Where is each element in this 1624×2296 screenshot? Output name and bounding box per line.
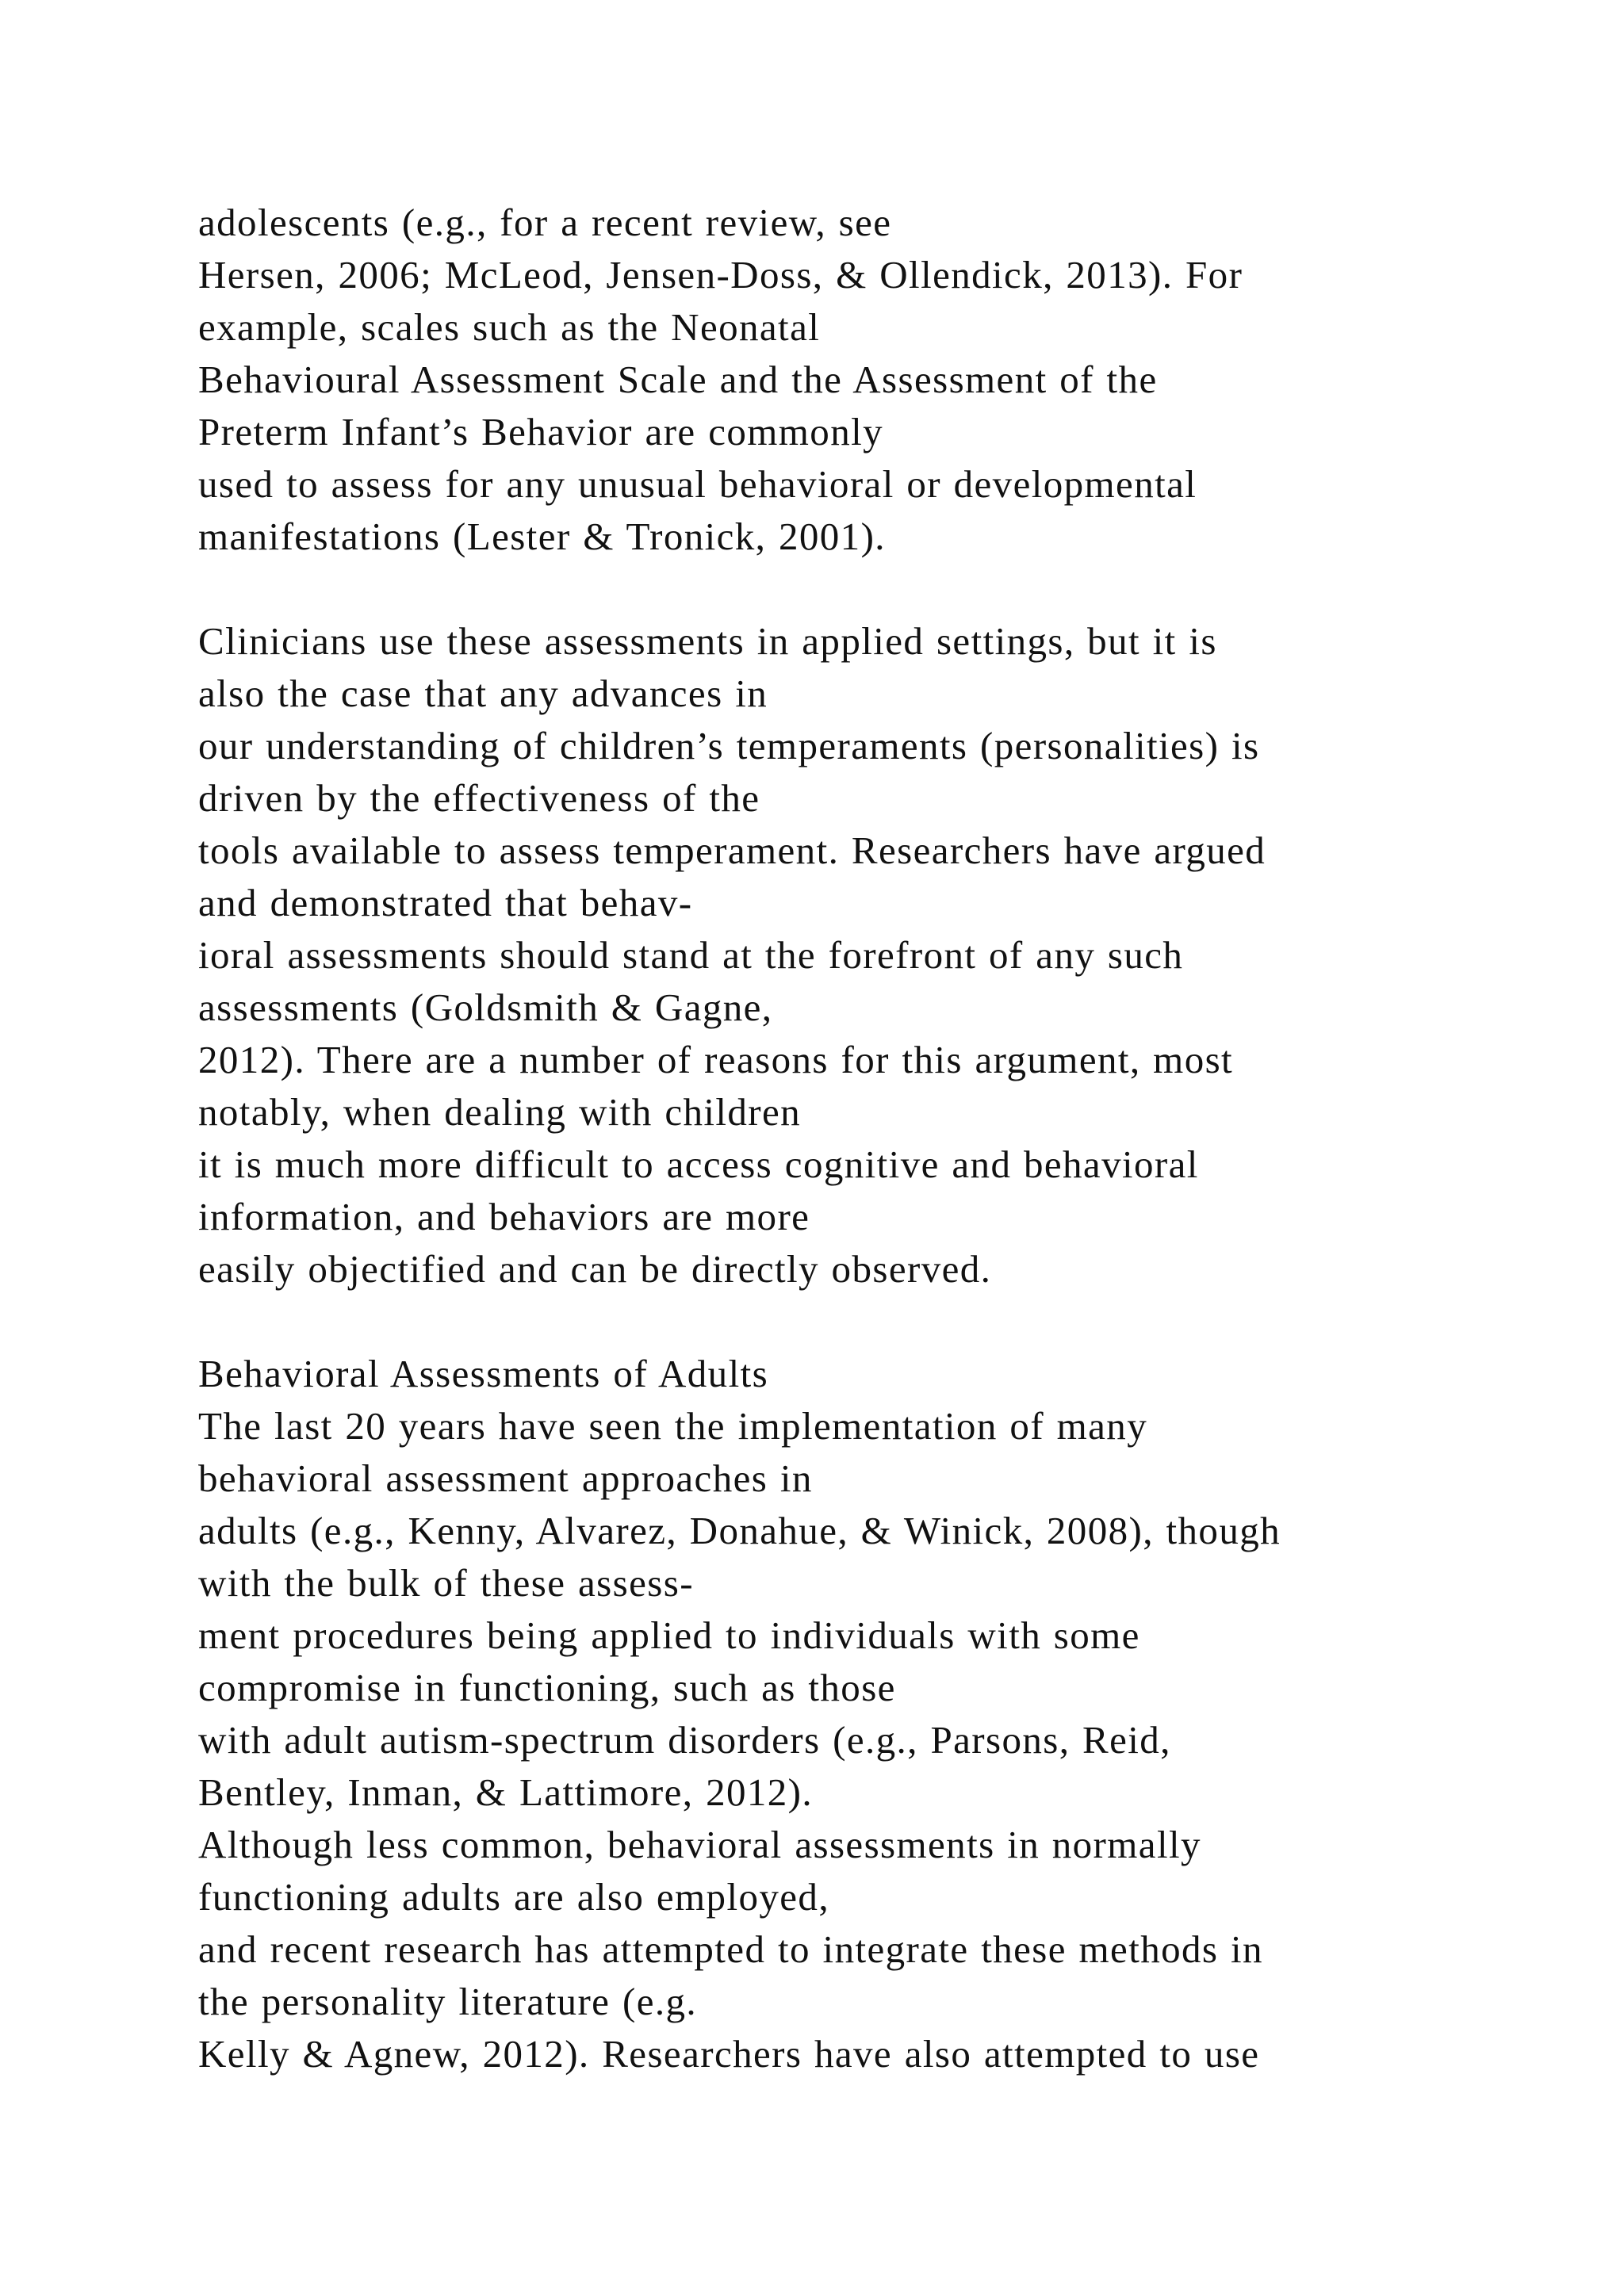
- text-line: Preterm Infant’s Behavior are commonly: [198, 410, 884, 453]
- text-line: and demonstrated that behav-: [198, 881, 693, 924]
- text-line: notably, when dealing with children: [198, 1090, 802, 1134]
- text-line: example, scales such as the Neonatal: [198, 305, 821, 349]
- text-line: functioning adults are also employed,: [198, 1875, 829, 1919]
- text-line: the personality literature (e.g.: [198, 1980, 698, 2023]
- text-line: Behavioural Assessment Scale and the Assessment of the: [198, 358, 1158, 401]
- text-line: compromise in functioning, such as those: [198, 1666, 896, 1709]
- text-line: easily objectified and can be directly observed.: [198, 1247, 992, 1291]
- text-line: Clinicians use these assessments in applied settings, but it is: [198, 619, 1217, 663]
- text-line: The last 20 years have seen the implementation of many: [198, 1404, 1148, 1448]
- text-line: Although less common, behavioral assessments in normally: [198, 1823, 1201, 1866]
- text-line: Bentley, Inman, & Lattimore, 2012).: [198, 1770, 814, 1814]
- paragraph-break: [198, 563, 1610, 615]
- text-line: 2012). There are a number of reasons for this argument, most: [198, 1038, 1234, 1081]
- text-line: assessments (Goldsmith & Gagne,: [198, 985, 773, 1029]
- section-heading: Behavioral Assessments of Adults: [198, 1352, 769, 1395]
- text-line: also the case that any advances in: [198, 672, 768, 715]
- text-line: Hersen, 2006; McLeod, Jensen-Doss, & Ollendick, 2013). For: [198, 253, 1243, 297]
- paragraph-break: [198, 1295, 1610, 1348]
- text-line: with adult autism-spectrum disorders (e.g., Parsons, Reid,: [198, 1718, 1171, 1762]
- text-line: manifestations (Lester & Tronick, 2001).: [198, 515, 886, 558]
- text-line: our understanding of children’s temperaments (personalities) is: [198, 724, 1260, 767]
- text-line: Kelly & Agnew, 2012). Researchers have also attempted to use: [198, 2032, 1260, 2076]
- text-line: with the bulk of these assess-: [198, 1561, 694, 1605]
- text-line: adults (e.g., Kenny, Alvarez, Donahue, & Winick, 2008), though: [198, 1509, 1281, 1552]
- text-line: it is much more difficult to access cognitive and behavioral: [198, 1142, 1199, 1186]
- document-body: [198, 197, 1610, 2080]
- text-line: ioral assessments should stand at the forefront of any such: [198, 933, 1184, 977]
- text-line: adolescents (e.g., for a recent review, see: [198, 201, 892, 244]
- text-line: behavioral assessment approaches in: [198, 1456, 813, 1500]
- text-line: driven by the effectiveness of the: [198, 776, 760, 820]
- text-line: used to assess for any unusual behavioral or developmental: [198, 462, 1197, 506]
- text-line: and recent research has attempted to integrate these methods in: [198, 1927, 1263, 1971]
- text-line: ment procedures being applied to individuals with some: [198, 1613, 1140, 1657]
- text-line: tools available to assess temperament. Researchers have argued: [198, 828, 1266, 872]
- text-line: information, and behaviors are more: [198, 1195, 810, 1238]
